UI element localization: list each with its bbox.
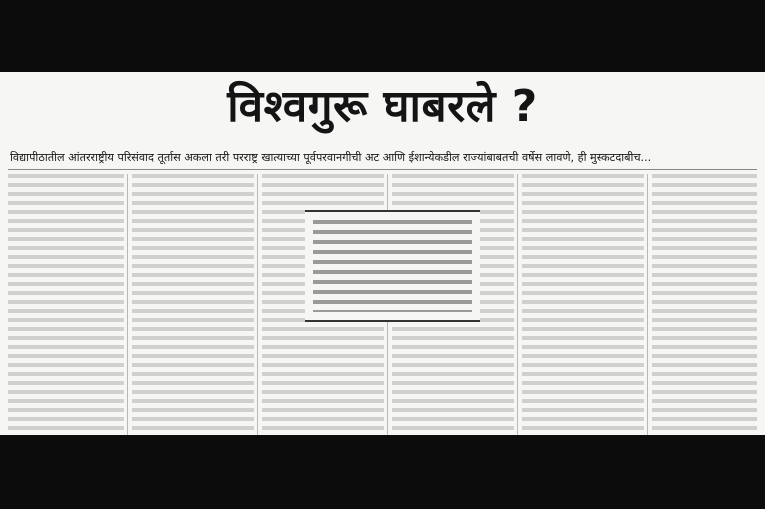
pull-quote [305, 210, 480, 322]
newspaper-page [0, 72, 765, 435]
pull-quote-text [313, 220, 472, 312]
headline: विश्वगुरू घाबरले ? [227, 81, 538, 132]
deck: विद्यापीठातील आंतरराष्ट्रीय परिसंवाद तूर्तास अकला तरी परराष्ट्र खात्याच्या पूर्वपरवानगीची अट आणि ईशान्येकडील राज्यांबाबतची वर्षेस लावणे, ही मुस्कटदाबीच... [10, 151, 652, 164]
divider [8, 169, 757, 170]
text-column [522, 174, 644, 435]
text-column [8, 174, 124, 435]
text-column [652, 174, 757, 435]
text-column [132, 174, 254, 435]
